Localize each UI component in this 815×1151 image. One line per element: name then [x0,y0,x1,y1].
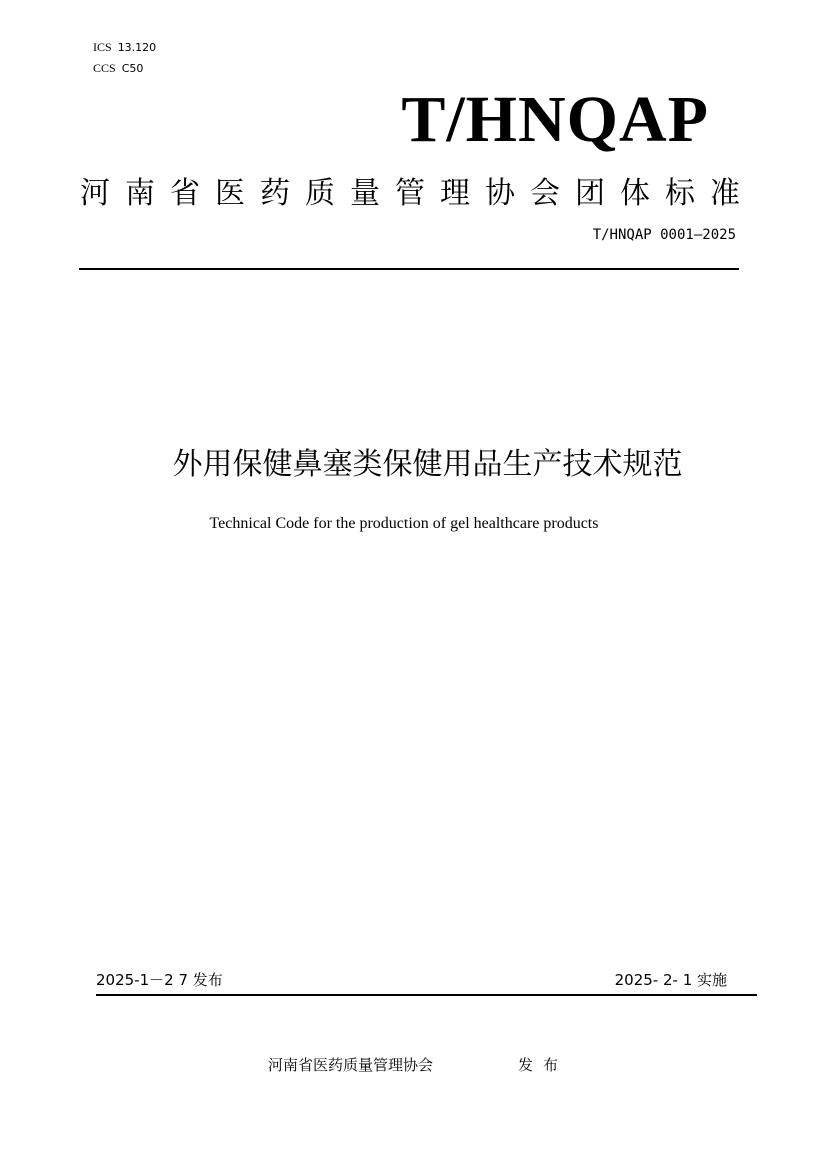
org-standard-char: 体 [620,176,650,211]
standard-number: T/HNQAP 0001—2025 [592,227,736,243]
publisher-name: 河南省医药质量管理协会 [268,1056,434,1074]
document-title-en: Technical Code for the production of gel healthcare products [209,515,599,532]
org-standard-char: 理 [440,176,470,211]
ccs-code [93,61,143,76]
org-standard-char: 量 [350,176,380,211]
org-standard-char: 会 [530,176,560,211]
standard-logo: T/HNQAP [401,83,709,156]
document-title-zh: 外用保健鼻塞类保健用品生产技术规范 [172,447,683,482]
issue-date: 2025-1－2 7 发布 [96,971,223,989]
org-standard-char: 药 [260,176,290,211]
org-standard-char: 团 [575,176,605,211]
org-standard-char: 准 [710,176,740,211]
org-standard-char: 河 [80,176,110,211]
publish-label: 发布 [518,1056,569,1074]
header-divider [79,268,739,270]
org-standard-char: 医 [215,176,245,211]
footer-divider [96,994,757,996]
implementation-date: 2025- 2- 1 实施 [614,971,727,989]
ccs-value: C50 [121,62,144,75]
org-standard-title [80,174,740,214]
ics-code [93,40,156,55]
ics-label: ICS [93,40,112,54]
org-standard-char: 质 [305,176,335,211]
org-standard-char: 标 [665,176,695,211]
org-standard-char: 南 [125,176,155,211]
ccs-label: CCS [93,61,116,75]
org-standard-char: 管 [395,176,425,211]
org-standard-char: 协 [485,176,515,211]
org-standard-char: 省 [170,176,200,211]
ics-value: 13.120 [117,41,157,54]
